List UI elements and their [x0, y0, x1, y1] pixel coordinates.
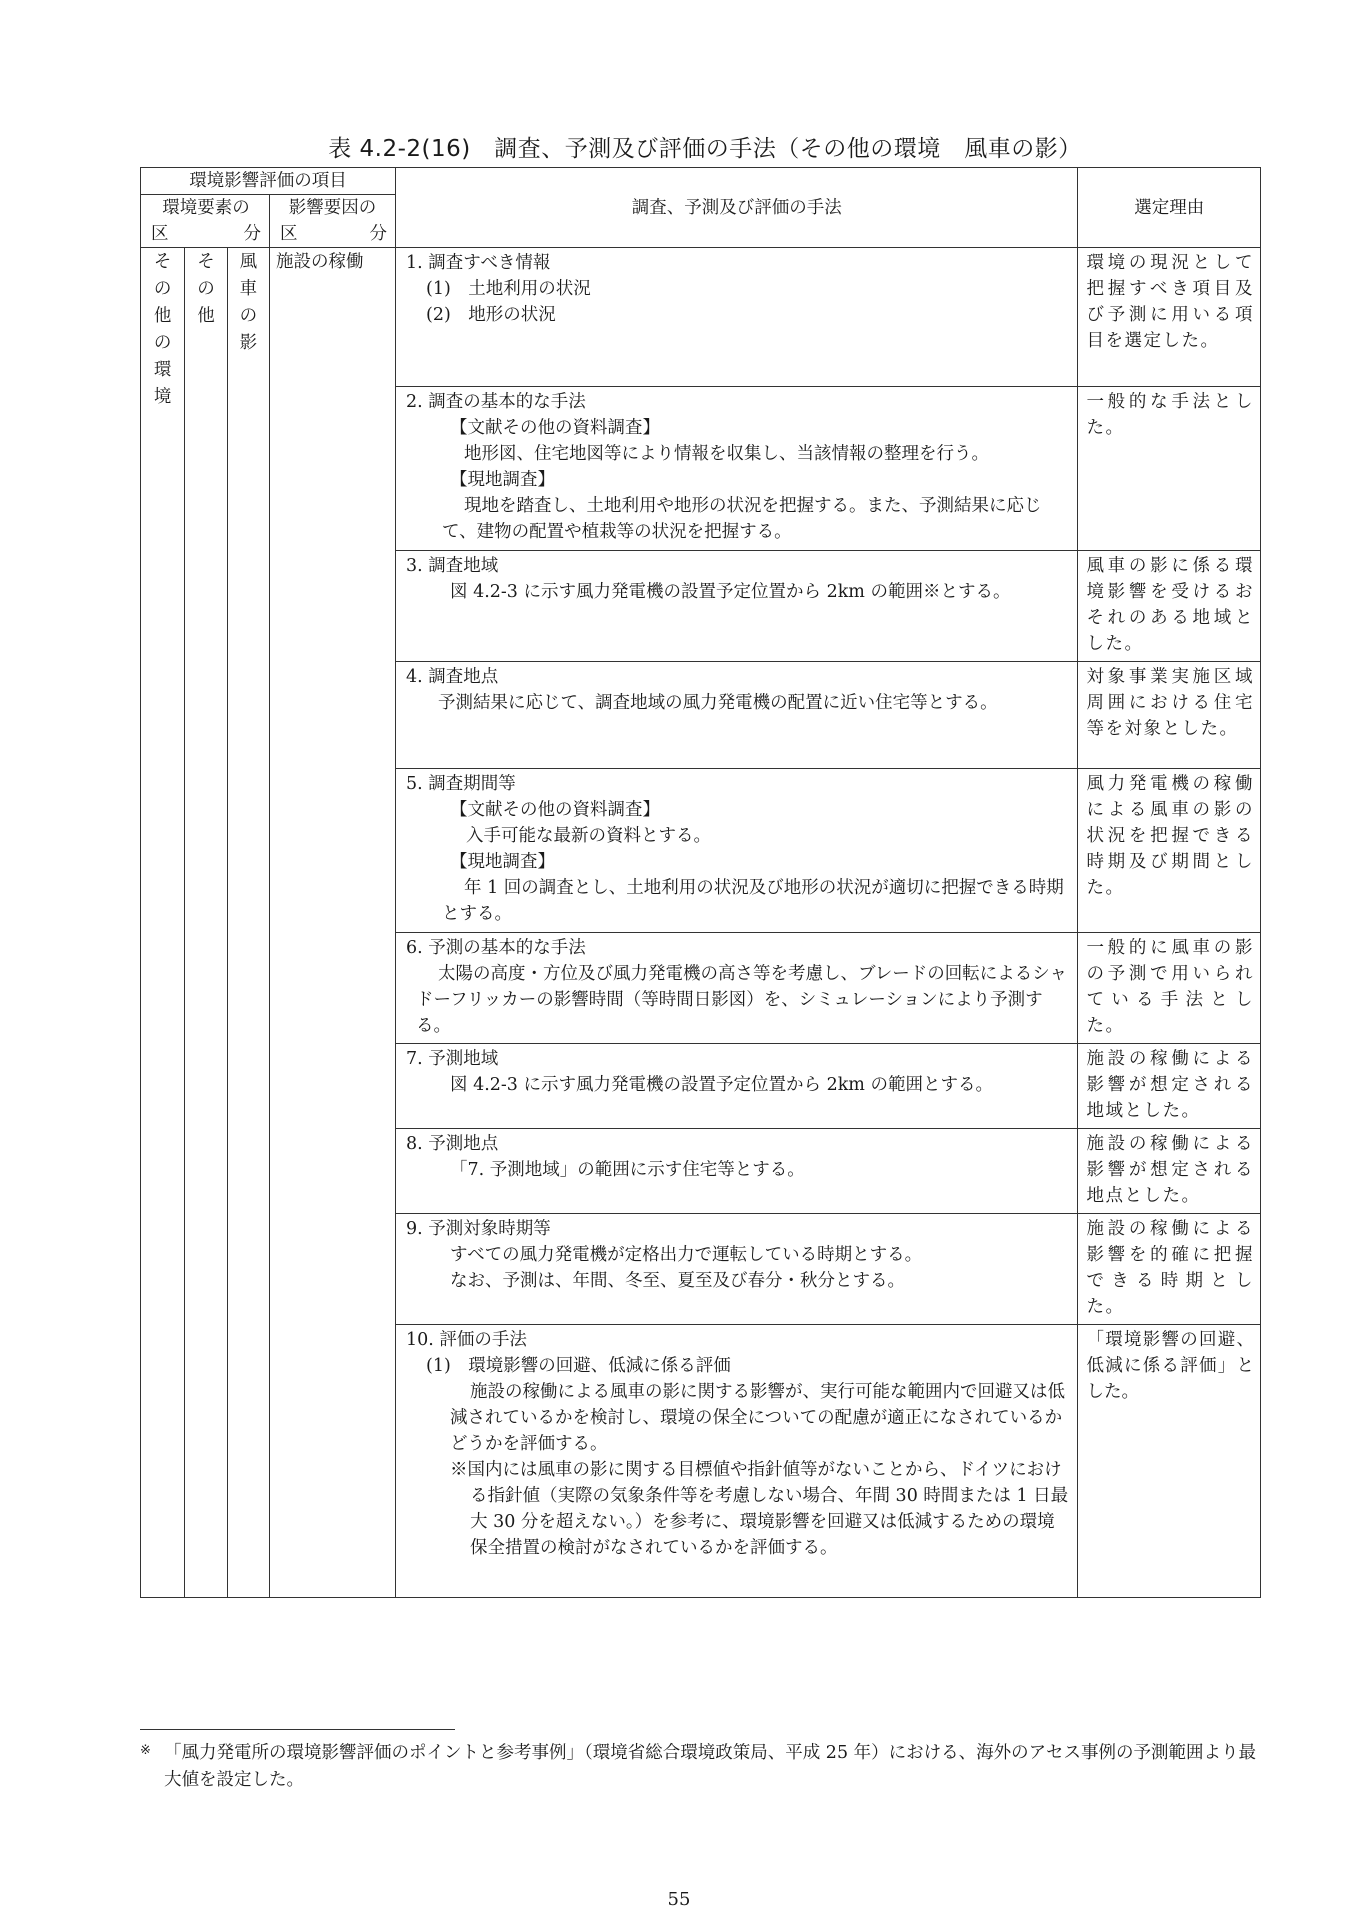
element-class-1: そ の 他 の 環 境	[141, 248, 185, 1598]
method-row-7: 7. 予測地域 図 4.2-3 に示す風力発電機の設置予定位置から 2km の範囲とする。	[396, 1044, 1078, 1129]
footnote-text: 「風力発電所の環境影響評価のポイントと参考事例」（環境省総合環境政策局、平成 25 年）における、海外のアセス事例の予測範囲より最大値を設定した。	[164, 1743, 1256, 1790]
method-row-1: 1. 調査すべき情報 (1) 土地利用の状況 (2) 地形の状況	[396, 248, 1078, 387]
reason-row-4: 対象事業実施区域周囲における住宅等を対象とした。	[1078, 662, 1261, 769]
method-row-2: 2. 調査の基本的な手法 【文献その他の資料調査】 地形図、住宅地図等により情報を収集し、当該情報の整理を行う。 【現地調査】 現地を踏査し、土地利用や地形の状況を把握する。また、予測結果に応じて、建物の配置や植栽等の状況を把握する。	[396, 387, 1078, 551]
header-element-label-bottom: 区 分	[141, 221, 270, 248]
method-row-3: 3. 調査地域 図 4.2-3 に示す風力発電機の設置予定位置から 2km の範囲※とする。	[396, 551, 1078, 662]
reason-row-7: 施設の稼働による影響が想定される地域とした。	[1078, 1044, 1261, 1129]
method-row-10: 10. 評価の手法 (1) 環境影響の回避、低減に係る評価 施設の稼働による風車の影に関する影響が、実行可能な範囲内で回避又は低減されているかを検討し、環境の保全についての配慮が適正になされているかどうかを評価する。 ※国内には風車の影に関する目標値や指針値等がないことから、ドイツにおける指針値（実際の気象条件等を考慮しない場合、年間 30 時間または 1 日最大 30 分を超えない。）を参考に、環境影響を回避又は低減するための環境保全措置の検討がなされているかを評価する。	[396, 1325, 1078, 1598]
reason-row-1: 環境の現況として把握すべき項目及び予測に用いる項目を選定した。	[1078, 248, 1261, 387]
method-row-9: 9. 予測対象時期等 すべての風力発電機が定格出力で運転している時期とする。 なお、予測は、年間、冬至、夏至及び春分・秋分とする。	[396, 1214, 1078, 1325]
method-row-6: 6. 予測の基本的な手法 太陽の高度・方位及び風力発電機の高さ等を考慮し、ブレードの回転によるシャドーフリッカーの影響時間（等時間日影図）を、シミュレーションにより予測する。	[396, 933, 1078, 1044]
reason-row-3: 風車の影に係る環境影響を受けるおそれのある地域とした。	[1078, 551, 1261, 662]
reason-row-6: 一般的に風車の影の予測で用いられている手法とした。	[1078, 933, 1261, 1044]
element-class-2: そ の 他	[185, 248, 227, 1598]
reason-row-9: 施設の稼働による影響を的確に把握できる時期とした。	[1078, 1214, 1261, 1325]
element-class-3: 風 車 の 影	[227, 248, 269, 1598]
header-reason: 選定理由	[1078, 168, 1261, 248]
header-assessment-item: 環境影響評価の項目	[141, 168, 396, 195]
reason-row-8: 施設の稼働による影響が想定される地点とした。	[1078, 1129, 1261, 1214]
header-factor-label-bottom: 区 分	[270, 221, 396, 248]
footnote-mark: ※	[140, 1743, 151, 1758]
impact-factor: 施設の稼働	[270, 248, 396, 1598]
header-method: 調査、予測及び評価の手法	[396, 168, 1078, 248]
reason-row-2: 一般的な手法とした。	[1078, 387, 1261, 551]
method-table	[140, 167, 1261, 1598]
method-row-4: 4. 調査地点 予測結果に応じて、調査地域の風力発電機の配置に近い住宅等とする。	[396, 662, 1078, 769]
page-number: 55	[667, 1889, 691, 1910]
footnote	[140, 1740, 1260, 1794]
method-row-5: 5. 調査期間等 【文献その他の資料調査】 入手可能な最新の資料とする。 【現地調査】 年 1 回の調査とし、土地利用の状況及び地形の状況が適切に把握できる時期とする。	[396, 769, 1078, 933]
header-element-label-top: 環境要素の	[141, 195, 270, 222]
footnote-divider	[140, 1729, 455, 1730]
reason-row-10: 「環境影響の回避、低減に係る評価」とした。	[1078, 1325, 1261, 1598]
header-factor-label-top: 影響要因の	[270, 195, 396, 222]
page-title: 表 4.2-2(16) 調査、予測及び評価の手法（その他の環境 風車の影）	[328, 136, 1082, 162]
method-row-8: 8. 予測地点 「7. 予測地域」の範囲に示す住宅等とする。	[396, 1129, 1078, 1214]
reason-row-5: 風力発電機の稼働による風車の影の状況を把握できる時期及び期間とした。	[1078, 769, 1261, 933]
